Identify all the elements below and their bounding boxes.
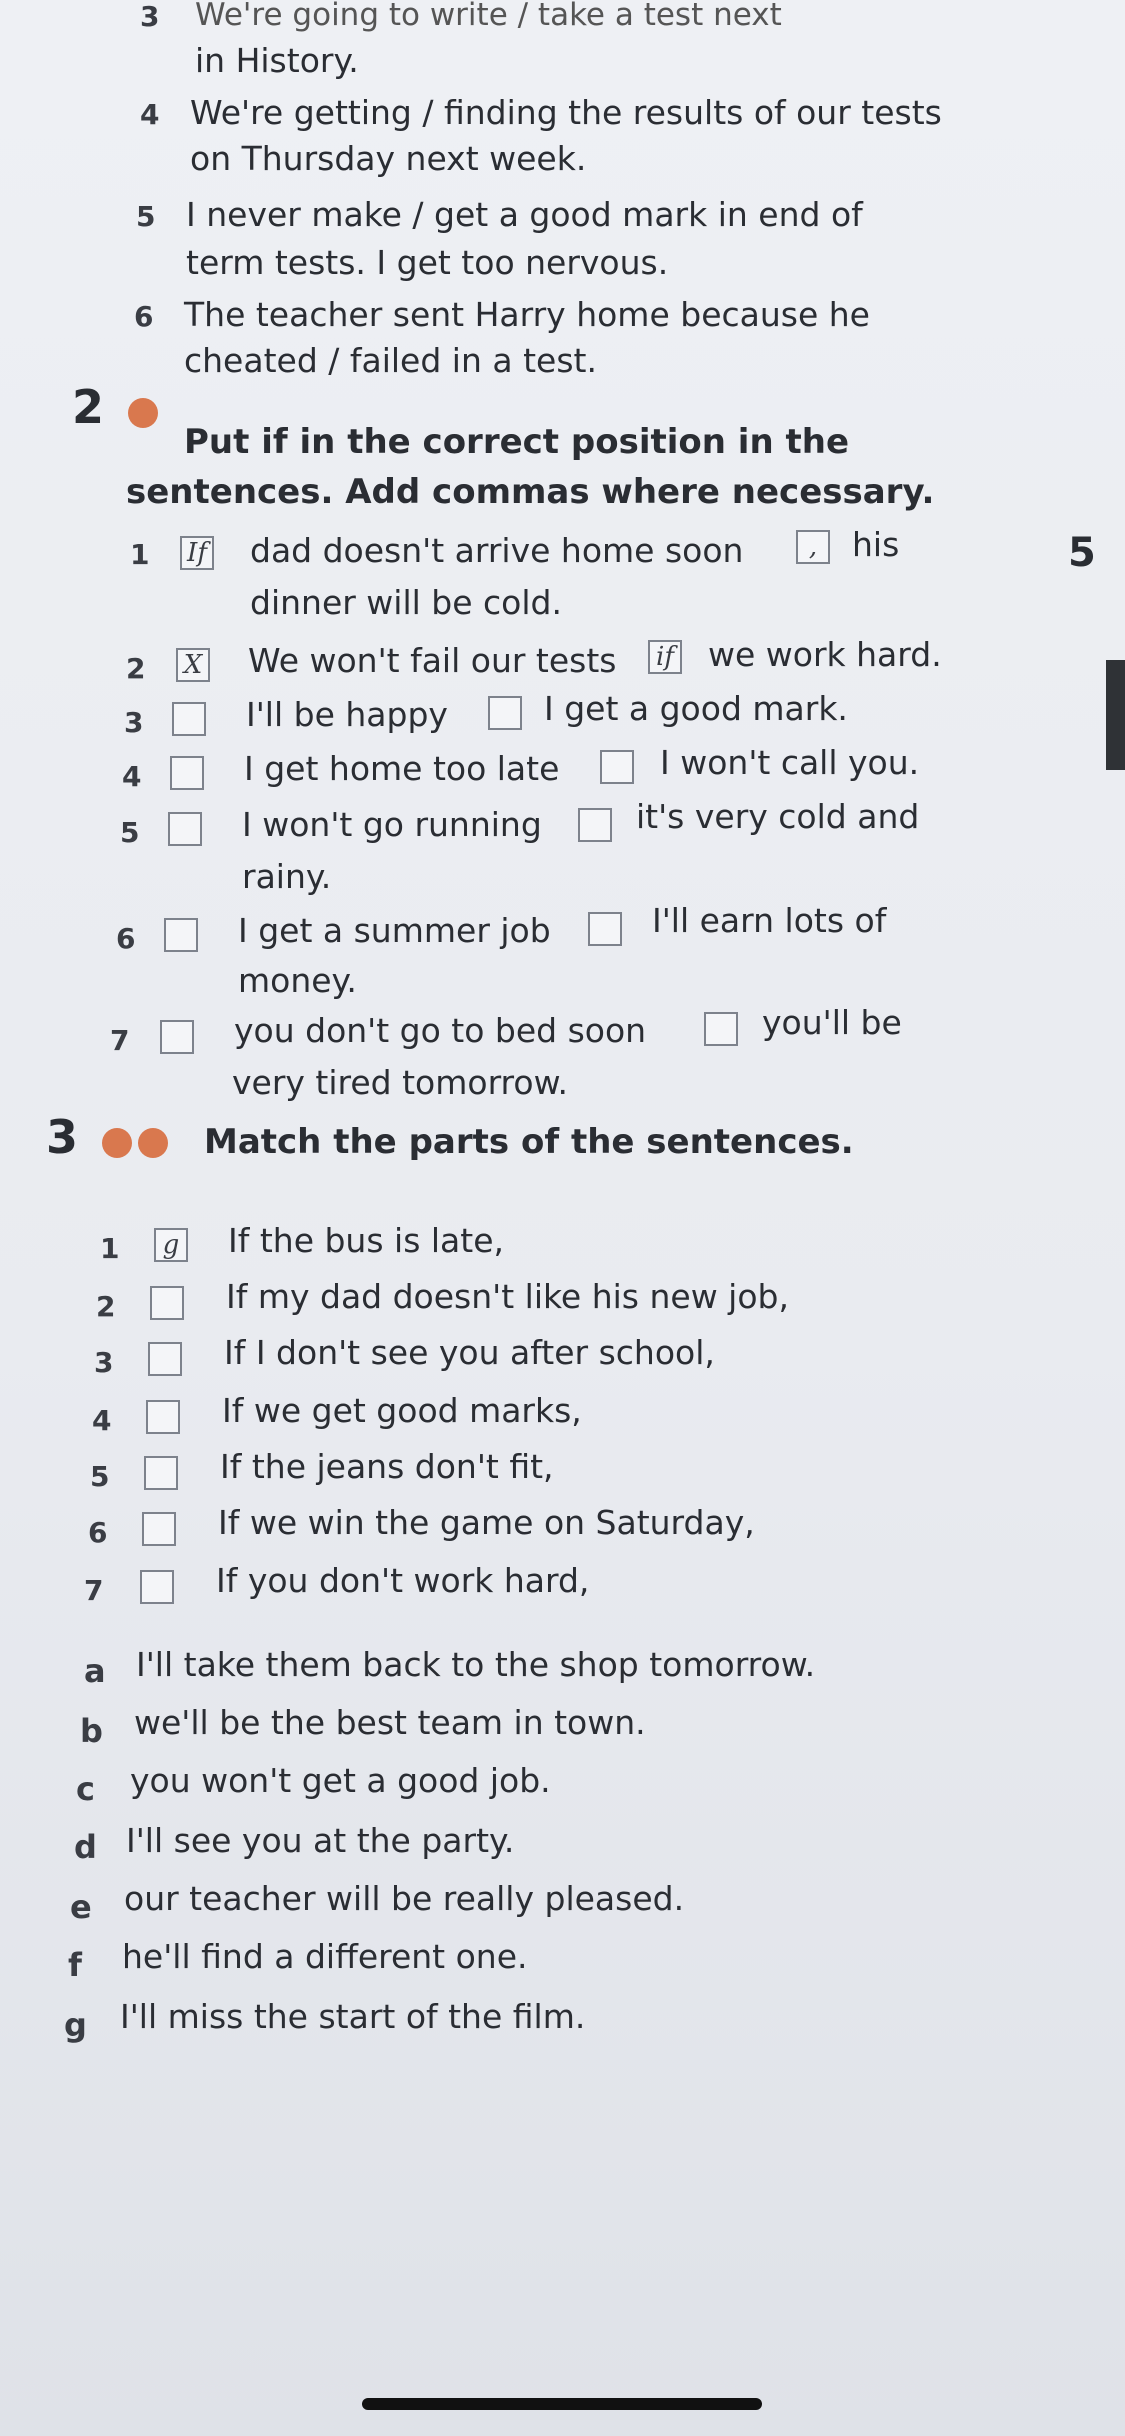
answer-box[interactable] (172, 702, 206, 736)
item-number: 4 (122, 760, 142, 793)
sentence-line: I never make / get a good mark in end of (186, 195, 863, 234)
answer-box[interactable]: g (154, 1228, 188, 1262)
sentence-ending: I'll see you at the party. (126, 1821, 515, 1860)
answer-box[interactable] (588, 912, 622, 946)
sentence-start: If the bus is late, (228, 1221, 505, 1260)
answer-box[interactable] (164, 918, 198, 952)
sentence-ending: we'll be the best team in town. (134, 1703, 646, 1742)
item-number: 4 (140, 98, 160, 131)
item-number: 7 (84, 1574, 104, 1607)
sentence-part: we work hard. (708, 635, 942, 674)
sentence-start: If we get good marks, (222, 1391, 582, 1430)
item-number: 2 (126, 652, 146, 685)
sentence-continuation: money. (238, 961, 357, 1000)
sentence-ending: I'll take them back to the shop tomorrow. (136, 1645, 816, 1684)
answer-box[interactable] (142, 1512, 176, 1546)
sentence-part: you'll be (762, 1003, 902, 1042)
sentence-continuation: dinner will be cold. (250, 583, 562, 622)
sentence-line: term tests. I get too nervous. (186, 243, 669, 282)
difficulty-dot (128, 398, 158, 428)
sentence-part: it's very cold and (636, 797, 920, 836)
sentence-part: you don't go to bed soon (234, 1011, 647, 1050)
ending-letter: e (70, 1888, 92, 1926)
sentence-ending: you won't get a good job. (130, 1761, 551, 1800)
sentence-part: dad doesn't arrive home soon (250, 531, 744, 570)
answer-box[interactable] (148, 1342, 182, 1376)
answer-box[interactable] (150, 1286, 184, 1320)
exercise-number: 2 (72, 380, 105, 434)
item-number: 3 (94, 1346, 114, 1379)
exercise-number: 3 (46, 1110, 79, 1164)
exercise-instruction: sentences. Add commas where necessary. (126, 472, 935, 512)
item-number: 1 (130, 538, 150, 571)
item-number: 4 (92, 1404, 112, 1437)
item-number: 5 (90, 1460, 110, 1493)
item-number: 3 (140, 0, 160, 33)
sentence-ending: our teacher will be really pleased. (124, 1879, 685, 1918)
answer-box[interactable] (170, 756, 204, 790)
sentence-line: cheated / failed in a test. (184, 341, 597, 380)
sentence-part: We won't fail our tests (248, 641, 617, 680)
item-number: 6 (88, 1516, 108, 1549)
item-number: 7 (110, 1024, 130, 1057)
home-indicator[interactable] (362, 2398, 762, 2410)
answer-box[interactable]: , (796, 530, 830, 564)
answer-box[interactable] (140, 1570, 174, 1604)
answer-box[interactable] (144, 1456, 178, 1490)
sentence-ending: he'll find a different one. (122, 1937, 528, 1976)
sentence-continuation: very tired tomorrow. (232, 1063, 569, 1102)
sentence-part: I'll earn lots of (652, 901, 887, 940)
item-number: 6 (134, 300, 154, 333)
difficulty-dot (102, 1128, 132, 1158)
item-number: 5 (120, 816, 140, 849)
sentence-ending: I'll miss the start of the film. (120, 1997, 586, 2036)
item-number: 5 (136, 200, 156, 233)
sentence-part: I'll be happy (246, 695, 448, 734)
answer-box[interactable] (578, 808, 612, 842)
page-edge-bar (1106, 660, 1125, 770)
exercise-instruction: Put if in the correct position in the (184, 422, 850, 462)
sentence-part: I won't go running (242, 805, 542, 844)
ending-letter: g (64, 2006, 87, 2044)
difficulty-dot (138, 1128, 168, 1158)
answer-box[interactable] (160, 1020, 194, 1054)
item-number: 2 (96, 1290, 116, 1323)
sentence-part: his (852, 525, 900, 564)
sentence-line: in History. (195, 41, 359, 80)
sentence-line: The teacher sent Harry home because he (184, 295, 870, 334)
ending-letter: c (76, 1770, 95, 1808)
answer-box[interactable] (704, 1012, 738, 1046)
item-number: 6 (116, 922, 136, 955)
sentence-start: If I don't see you after school, (224, 1333, 715, 1372)
answer-box[interactable] (600, 750, 634, 784)
next-column-number: 5 (1068, 530, 1096, 576)
ending-letter: a (84, 1652, 106, 1690)
sentence-part: I get a summer job (238, 911, 551, 950)
answer-box[interactable]: X (176, 648, 210, 682)
item-number: 1 (100, 1232, 120, 1265)
item-number: 3 (124, 706, 144, 739)
exercise-instruction: Match the parts of the sentences. (204, 1122, 854, 1162)
sentence-part: I get home too late (244, 749, 560, 788)
sentence-line: on Thursday next week. (190, 139, 587, 178)
sentence-continuation: rainy. (242, 857, 332, 896)
sentence-start: If my dad doesn't like his new job, (226, 1277, 789, 1316)
sentence-part: I get a good mark. (544, 689, 848, 728)
sentence-part: I won't call you. (660, 743, 920, 782)
sentence-line: We're getting / finding the results of our tests (190, 93, 942, 132)
answer-box[interactable] (146, 1400, 180, 1434)
sentence-start: If you don't work hard, (216, 1561, 590, 1600)
ending-letter: f (68, 1946, 82, 1984)
answer-box[interactable]: If (180, 536, 214, 570)
sentence-start: If we win the game on Saturday, (218, 1503, 755, 1542)
answer-box[interactable] (488, 696, 522, 730)
answer-box[interactable] (168, 812, 202, 846)
ending-letter: d (74, 1828, 97, 1866)
sentence-line: We're going to write / take a test next (195, 0, 782, 33)
ending-letter: b (80, 1712, 103, 1750)
sentence-start: If the jeans don't fit, (220, 1447, 554, 1486)
answer-box[interactable]: if (648, 640, 682, 674)
